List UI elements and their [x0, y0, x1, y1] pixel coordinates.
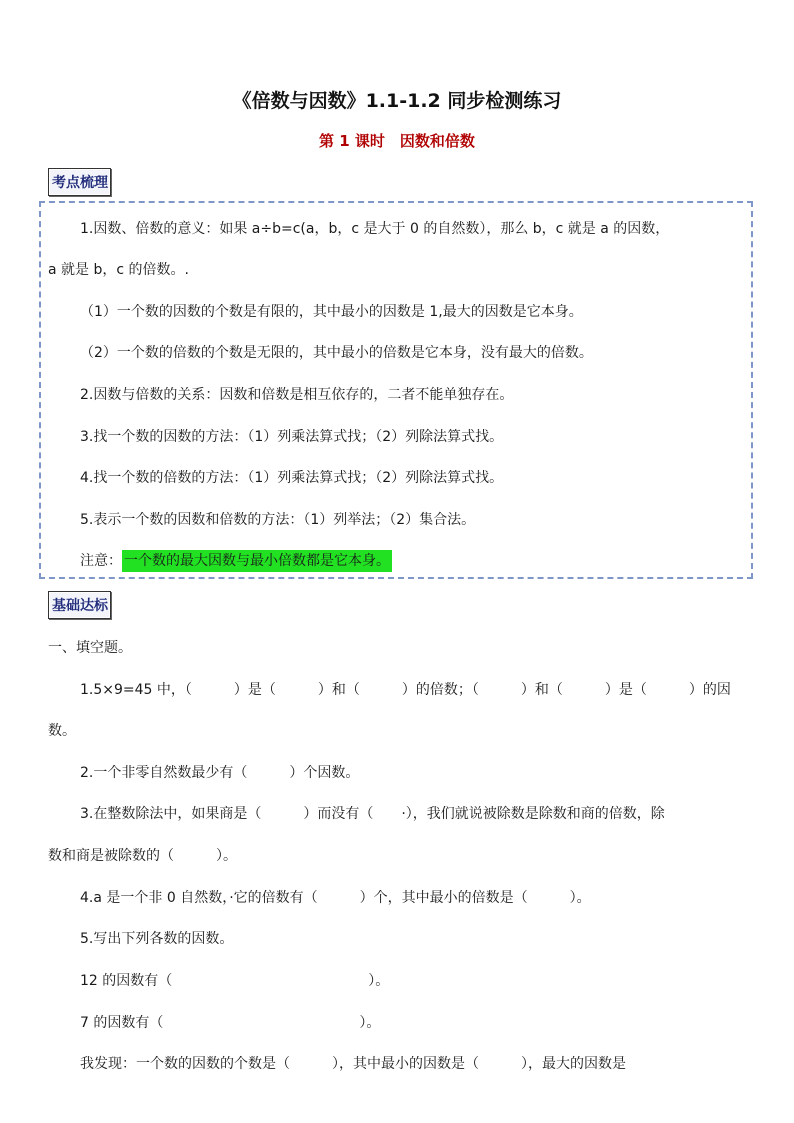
key-point-line: 3.找一个数的因数的方法：（1）列乘法算式找；（2）列除法算式找。 — [80, 429, 504, 445]
exercise-line: 3.在整数除法中，如果商是（ ）而没有（ ·），我们就说被除数是除数和商的倍数，除 — [80, 806, 665, 822]
key-point-line: 2.因数与倍数的关系：因数和倍数是相互依存的，二者不能单独存在。 — [80, 387, 514, 403]
key-point-line: a 就是 b，c 的倍数。. — [48, 262, 189, 278]
key-point-line: （2）一个数的倍数的个数是无限的，其中最小的倍数是它本身，没有最大的倍数。 — [80, 345, 593, 361]
exercise-line: 7 的因数有（ ）。 — [80, 1015, 381, 1031]
exercise-line: 12 的因数有（ ）。 — [80, 973, 390, 989]
exercise-line: 5.写出下列各数的因数。 — [80, 931, 234, 947]
lesson-subtitle: 第 1 课时 因数和倍数 — [319, 132, 475, 150]
key-point-line: 5.表示一个数的因数和倍数的方法：（1）列举法；（2）集合法。 — [80, 512, 476, 528]
exercise-line: 我发现：一个数的因数的个数是（ ），其中最小的因数是（ ），最大的因数是 — [80, 1056, 626, 1072]
exercise-line: 4.a 是一个非 0 自然数，·它的倍数有（ ）个，其中最小的倍数是（ ）。 — [80, 890, 591, 906]
key-point-line: （1）一个数的因数的个数是有限的，其中最小的因数是 1,最大的因数是它本身。 — [80, 304, 583, 320]
exercise-line: 数。 — [48, 723, 76, 739]
section-tag-key-points: 考点梳理 — [48, 168, 111, 196]
section-tag-basic: 基础达标 — [48, 591, 111, 619]
note-highlight: 一个数的最大因数与最小倍数都是它本身。 — [122, 550, 392, 572]
key-point-line: 4.找一个数的倍数的方法：（1）列乘法算式找；（2）列除法算式找。 — [80, 470, 504, 486]
document-title: 《倍数与因数》1.1-1.2 同步检测练习 — [232, 90, 562, 112]
note-label: 注意： — [80, 553, 122, 569]
exercise-line: 2.一个非零自然数最少有（ ）个因数。 — [80, 765, 360, 781]
key-point-line: 1.因数、倍数的意义：如果 a÷b=c(a，b，c 是大于 0 的自然数），那么 b，c 就是 a 的因数， — [80, 221, 670, 237]
exercise-line: 数和商是被除数的（ ）。 — [48, 848, 237, 864]
exercise-line: 1.5×9=45 中，（ ）是（ ）和（ ）的倍数；（ ）和（ ）是（ ）的因 — [80, 682, 731, 698]
note-line — [80, 550, 392, 570]
exercise-heading: 一、填空题。 — [48, 640, 132, 656]
